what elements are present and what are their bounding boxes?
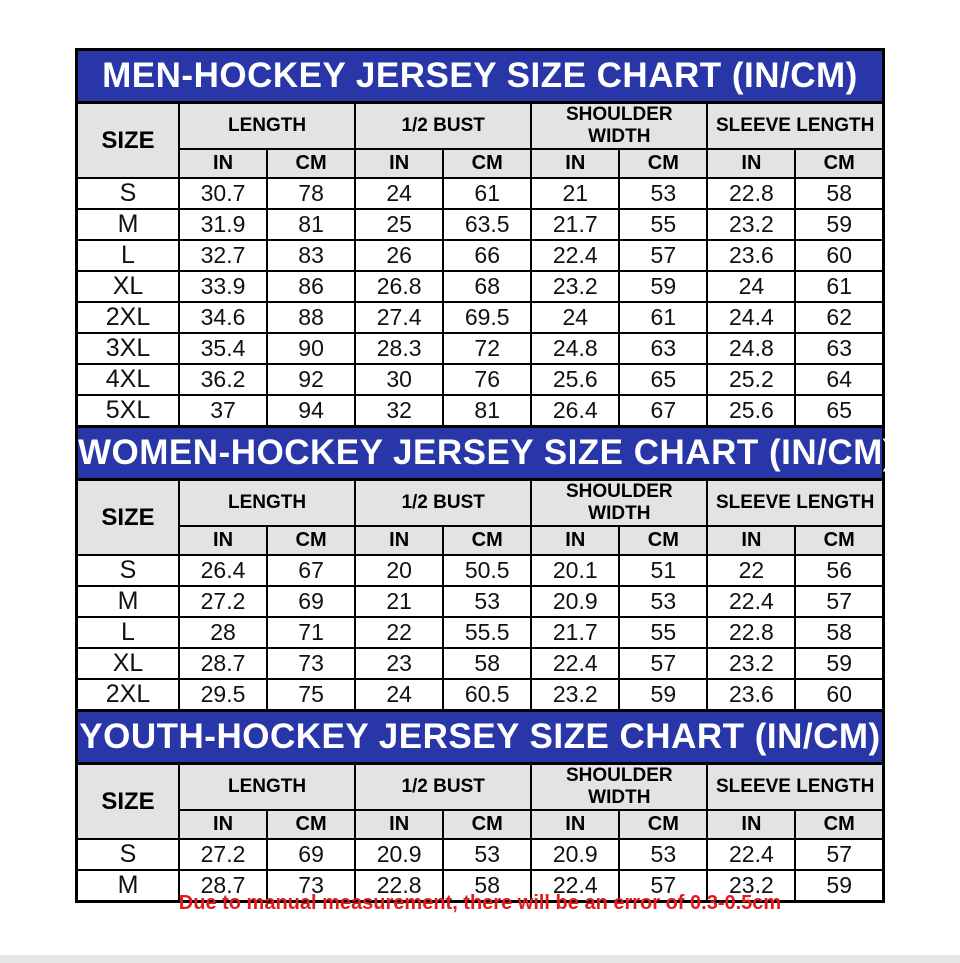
value-cell: 57 <box>795 839 883 870</box>
value-cell: 27.4 <box>355 302 443 333</box>
value-cell: 24.8 <box>707 333 795 364</box>
value-cell: 22.4 <box>707 586 795 617</box>
value-cell: 73 <box>267 648 355 679</box>
unit-column-header: CM <box>619 526 707 555</box>
group-column-header: SHOULDER WIDTH <box>531 480 707 527</box>
unit-column-header: IN <box>707 149 795 178</box>
value-cell: 32.7 <box>179 240 267 271</box>
group-column-header: LENGTH <box>179 480 355 527</box>
table-row <box>77 178 884 209</box>
size-chart-section-women <box>75 425 895 712</box>
table-row <box>77 364 884 395</box>
size-cell: L <box>77 240 179 271</box>
value-cell: 60 <box>795 679 883 711</box>
value-cell: 24.4 <box>707 302 795 333</box>
value-cell: 22 <box>707 555 795 586</box>
header-group-row <box>77 764 884 811</box>
value-cell: 32 <box>355 395 443 427</box>
unit-column-header: CM <box>443 526 531 555</box>
unit-column-header: IN <box>179 526 267 555</box>
size-table-men <box>75 101 885 428</box>
value-cell: 90 <box>267 333 355 364</box>
unit-column-header: IN <box>531 526 619 555</box>
unit-column-header: IN <box>355 810 443 839</box>
group-column-header: SLEEVE LENGTH <box>707 480 883 527</box>
value-cell: 26.4 <box>179 555 267 586</box>
header-unit-row <box>77 526 884 555</box>
value-cell: 26.8 <box>355 271 443 302</box>
unit-column-header: IN <box>355 149 443 178</box>
size-cell: 2XL <box>77 302 179 333</box>
value-cell: 28.3 <box>355 333 443 364</box>
unit-column-header: IN <box>531 149 619 178</box>
value-cell: 61 <box>443 178 531 209</box>
value-cell: 78 <box>267 178 355 209</box>
value-cell: 68 <box>443 271 531 302</box>
table-row <box>77 617 884 648</box>
value-cell: 22 <box>355 617 443 648</box>
value-cell: 30 <box>355 364 443 395</box>
value-cell: 55 <box>619 209 707 240</box>
value-cell: 66 <box>443 240 531 271</box>
value-cell: 21 <box>531 178 619 209</box>
value-cell: 59 <box>619 679 707 711</box>
value-cell: 25 <box>355 209 443 240</box>
value-cell: 81 <box>267 209 355 240</box>
value-cell: 63 <box>795 333 883 364</box>
unit-column-header: CM <box>443 810 531 839</box>
unit-column-header: IN <box>179 149 267 178</box>
unit-column-header: CM <box>267 526 355 555</box>
value-cell: 76 <box>443 364 531 395</box>
value-cell: 62 <box>795 302 883 333</box>
value-cell: 24 <box>355 178 443 209</box>
unit-column-header: IN <box>707 810 795 839</box>
size-column-header: SIZE <box>77 103 179 179</box>
value-cell: 55.5 <box>443 617 531 648</box>
table-row <box>77 333 884 364</box>
value-cell: 61 <box>795 271 883 302</box>
value-cell: 55 <box>619 617 707 648</box>
value-cell: 23.2 <box>707 209 795 240</box>
section-title-men: MEN-HOCKEY JERSEY SIZE CHART (IN/CM) <box>75 48 885 104</box>
value-cell: 27.2 <box>179 586 267 617</box>
value-cell: 23.6 <box>707 240 795 271</box>
header-unit-row <box>77 810 884 839</box>
size-cell: XL <box>77 648 179 679</box>
group-column-header: 1/2 BUST <box>355 103 531 150</box>
unit-column-header: CM <box>795 149 883 178</box>
group-column-header: SHOULDER WIDTH <box>531 103 707 150</box>
value-cell: 22.4 <box>707 839 795 870</box>
value-cell: 86 <box>267 271 355 302</box>
value-cell: 29.5 <box>179 679 267 711</box>
size-cell: L <box>77 617 179 648</box>
bottom-strip <box>0 955 960 963</box>
value-cell: 21.7 <box>531 209 619 240</box>
size-cell: M <box>77 586 179 617</box>
value-cell: 65 <box>795 395 883 427</box>
value-cell: 69 <box>267 839 355 870</box>
value-cell: 24 <box>355 679 443 711</box>
value-cell: 23 <box>355 648 443 679</box>
value-cell: 60.5 <box>443 679 531 711</box>
size-column-header: SIZE <box>77 764 179 840</box>
value-cell: 58 <box>443 870 531 902</box>
table-row <box>77 395 884 427</box>
value-cell: 21 <box>355 586 443 617</box>
unit-column-header: CM <box>267 810 355 839</box>
size-table-women <box>75 478 885 712</box>
value-cell: 59 <box>795 648 883 679</box>
value-cell: 28.7 <box>179 648 267 679</box>
value-cell: 33.9 <box>179 271 267 302</box>
value-cell: 57 <box>619 870 707 902</box>
value-cell: 59 <box>795 209 883 240</box>
size-cell: S <box>77 555 179 586</box>
table-row <box>77 679 884 711</box>
value-cell: 57 <box>619 648 707 679</box>
value-cell: 81 <box>443 395 531 427</box>
table-row <box>77 209 884 240</box>
header-group-row <box>77 480 884 527</box>
value-cell: 23.2 <box>531 271 619 302</box>
size-cell: 2XL <box>77 679 179 711</box>
value-cell: 24.8 <box>531 333 619 364</box>
value-cell: 20.1 <box>531 555 619 586</box>
value-cell: 22.8 <box>707 178 795 209</box>
value-cell: 37 <box>179 395 267 427</box>
value-cell: 22.4 <box>531 240 619 271</box>
group-column-header: 1/2 BUST <box>355 764 531 811</box>
value-cell: 53 <box>619 178 707 209</box>
value-cell: 26 <box>355 240 443 271</box>
value-cell: 24 <box>531 302 619 333</box>
unit-column-header: CM <box>795 810 883 839</box>
size-chart-section-youth <box>75 709 885 903</box>
value-cell: 20.9 <box>531 586 619 617</box>
value-cell: 58 <box>795 617 883 648</box>
value-cell: 58 <box>443 648 531 679</box>
value-cell: 28.7 <box>179 870 267 902</box>
size-cell: M <box>77 209 179 240</box>
value-cell: 27.2 <box>179 839 267 870</box>
value-cell: 57 <box>619 240 707 271</box>
size-column-header: SIZE <box>77 480 179 556</box>
value-cell: 71 <box>267 617 355 648</box>
header-unit-row <box>77 149 884 178</box>
group-column-header: LENGTH <box>179 103 355 150</box>
unit-column-header: CM <box>619 810 707 839</box>
section-title-women: WOMEN-HOCKEY JERSEY SIZE CHART (IN/CM) <box>75 425 885 481</box>
unit-column-header: CM <box>443 149 531 178</box>
value-cell: 34.6 <box>179 302 267 333</box>
table-row <box>77 586 884 617</box>
value-cell: 53 <box>619 839 707 870</box>
value-cell: 69 <box>267 586 355 617</box>
value-cell: 35.4 <box>179 333 267 364</box>
value-cell: 22.4 <box>531 648 619 679</box>
size-chart-section-men <box>75 48 885 428</box>
value-cell: 20.9 <box>531 839 619 870</box>
size-cell: S <box>77 178 179 209</box>
value-cell: 25.2 <box>707 364 795 395</box>
unit-column-header: IN <box>707 526 795 555</box>
group-column-header: LENGTH <box>179 764 355 811</box>
unit-column-header: CM <box>619 149 707 178</box>
unit-column-header: CM <box>795 526 883 555</box>
group-column-header: SLEEVE LENGTH <box>707 764 883 811</box>
value-cell: 23.6 <box>707 679 795 711</box>
size-cell: XL <box>77 271 179 302</box>
value-cell: 36.2 <box>179 364 267 395</box>
size-cell: S <box>77 839 179 870</box>
value-cell: 56 <box>795 555 883 586</box>
table-row <box>77 302 884 333</box>
value-cell: 24 <box>707 271 795 302</box>
value-cell: 63.5 <box>443 209 531 240</box>
value-cell: 69.5 <box>443 302 531 333</box>
value-cell: 65 <box>619 364 707 395</box>
value-cell: 23.2 <box>531 679 619 711</box>
table-row <box>77 271 884 302</box>
value-cell: 23.2 <box>707 870 795 902</box>
value-cell: 53 <box>443 586 531 617</box>
value-cell: 25.6 <box>531 364 619 395</box>
group-column-header: SHOULDER WIDTH <box>531 764 707 811</box>
value-cell: 53 <box>443 839 531 870</box>
value-cell: 75 <box>267 679 355 711</box>
value-cell: 21.7 <box>531 617 619 648</box>
table-row <box>77 240 884 271</box>
value-cell: 64 <box>795 364 883 395</box>
value-cell: 59 <box>795 870 883 902</box>
value-cell: 25.6 <box>707 395 795 427</box>
value-cell: 92 <box>267 364 355 395</box>
value-cell: 94 <box>267 395 355 427</box>
value-cell: 22.8 <box>355 870 443 902</box>
value-cell: 51 <box>619 555 707 586</box>
value-cell: 23.2 <box>707 648 795 679</box>
group-column-header: SLEEVE LENGTH <box>707 103 883 150</box>
value-cell: 67 <box>619 395 707 427</box>
value-cell: 60 <box>795 240 883 271</box>
value-cell: 26.4 <box>531 395 619 427</box>
value-cell: 58 <box>795 178 883 209</box>
value-cell: 57 <box>795 586 883 617</box>
value-cell: 67 <box>267 555 355 586</box>
value-cell: 59 <box>619 271 707 302</box>
value-cell: 83 <box>267 240 355 271</box>
size-cell: 3XL <box>77 333 179 364</box>
value-cell: 88 <box>267 302 355 333</box>
value-cell: 20 <box>355 555 443 586</box>
table-row <box>77 648 884 679</box>
size-chart <box>75 48 895 903</box>
table-row <box>77 555 884 586</box>
value-cell: 22.4 <box>531 870 619 902</box>
value-cell: 63 <box>619 333 707 364</box>
group-column-header: 1/2 BUST <box>355 480 531 527</box>
value-cell: 61 <box>619 302 707 333</box>
unit-column-header: IN <box>531 810 619 839</box>
value-cell: 50.5 <box>443 555 531 586</box>
unit-column-header: IN <box>355 526 443 555</box>
size-cell: M <box>77 870 179 902</box>
value-cell: 20.9 <box>355 839 443 870</box>
value-cell: 72 <box>443 333 531 364</box>
section-title-youth: YOUTH-HOCKEY JERSEY SIZE CHART (IN/CM) <box>75 709 885 765</box>
unit-column-header: IN <box>179 810 267 839</box>
size-cell: 4XL <box>77 364 179 395</box>
header-group-row <box>77 103 884 150</box>
value-cell: 31.9 <box>179 209 267 240</box>
size-table-youth <box>75 762 885 903</box>
unit-column-header: CM <box>267 149 355 178</box>
value-cell: 30.7 <box>179 178 267 209</box>
table-row <box>77 839 884 870</box>
value-cell: 28 <box>179 617 267 648</box>
size-cell: 5XL <box>77 395 179 427</box>
value-cell: 22.8 <box>707 617 795 648</box>
value-cell: 53 <box>619 586 707 617</box>
measurement-note: Due to manual measurement, there will be an error of 0.3-0.5cm <box>178 892 782 914</box>
value-cell: 73 <box>267 870 355 902</box>
